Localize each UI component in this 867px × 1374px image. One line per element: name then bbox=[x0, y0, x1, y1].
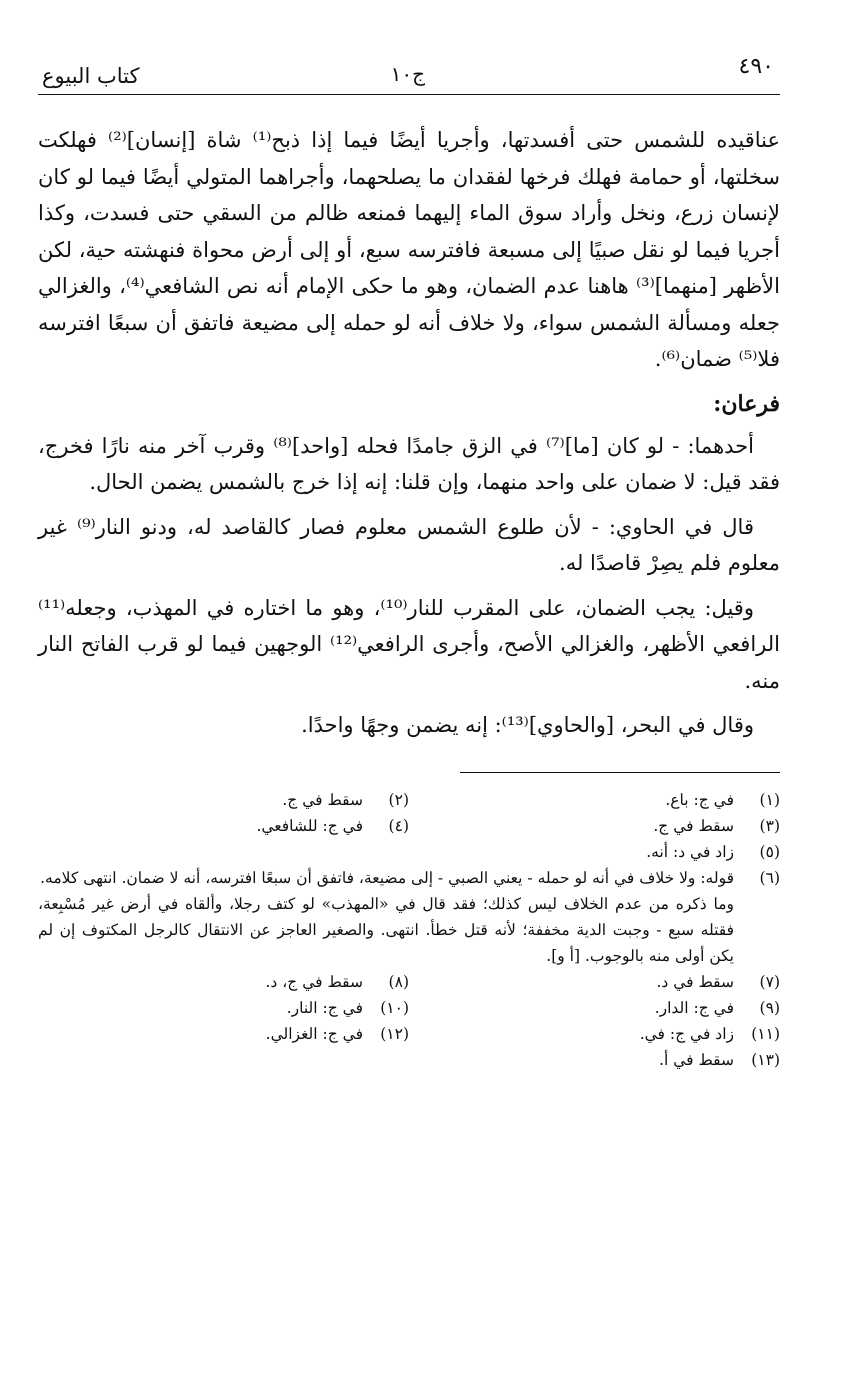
header-rule bbox=[38, 94, 780, 95]
footnote: (٨) سقط في ج، د. bbox=[265, 972, 409, 991]
footnote-continuation: وما ذكره من عدم الخلاف ليس كذلك؛ فقد قال في «المهذب» لو كتف رجلا، وألقاه في أرض غير مُسْبِعة، فقتله سبع - وجبت الدية مخففة؛ لأنه قتل خطأ. انتهى. والصغير العاجز عن الانتقال كالرجل المكتوف إن لم يكن أولى منه بالوجوب. [أ و]. bbox=[38, 894, 734, 965]
footnote: (١١) زاد في ج: في. bbox=[639, 1024, 780, 1043]
paragraph: وقيل: يجب الضمان، على المقرب للنار⁽¹⁰⁾، وهو ما اختاره في المهذب، وجعله⁽¹¹⁾ الرافعي الأظهر، والغزالي الأصح، وأجرى الرافعي⁽¹²⁾ الوجهين فيما لو قرب الفاتح النار منه. bbox=[38, 595, 780, 693]
footnote-rule bbox=[460, 772, 780, 773]
footnote: (٧) سقط في د. bbox=[656, 972, 780, 991]
main-text bbox=[38, 122, 780, 744]
volume-label: ج١٠ bbox=[390, 62, 425, 86]
section-heading: فرعان: bbox=[713, 390, 780, 417]
footnote: (٦) قوله: ولا خلاف في أنه لو حمله - يعني الصبي - إلى مضيعة، فاتفق أن سبعًا افترسه، أنه لا ضمان. انتهى كلامه. bbox=[40, 868, 780, 887]
footnote: (١٣) سقط في أ. bbox=[659, 1050, 780, 1069]
footnote: (٤) في ج: للشافعي. bbox=[256, 816, 409, 835]
footnote: (٩) في ج: الدار. bbox=[654, 998, 780, 1017]
footnote: (١٠) في ج: النار. bbox=[286, 998, 409, 1017]
paragraph: أحدهما: - لو كان [ما]⁽⁷⁾ في الزق جامدًا فحله [واحد]⁽⁸⁾ وقرب آخر منه نارًا فخرج، فقد قيل: لا ضمان على واحد منهما، وإن قلنا: إنه إذا خرج بالشمس يضمن الحال. bbox=[38, 433, 780, 494]
page-number: ٤٩٠ bbox=[738, 54, 774, 79]
book-page bbox=[38, 52, 780, 1073]
footnote: (١٢) في ج: الغزالي. bbox=[265, 1024, 409, 1043]
footnote: (٥) زاد في د: أنه. bbox=[646, 842, 780, 861]
page-header bbox=[38, 52, 780, 92]
paragraph: عناقيده للشمس حتى أفسدتها، وأجريا أيضًا فيما إذا ذبح⁽¹⁾ شاة [إنسان]⁽²⁾ فهلكت سخلتها، أو حمامة فهلك فرخها لفقدان ما يصلحهما، وأجراهما المتولي أيضًا فيما لو كان لإنسان زرع، ونخل وأراد سوق الماء إليهما فمنعه ظالم من السقي حتى فسدت، وكذا أجريا فيما لو نقل صبيًا إلى مسبعة فافترسه سبع، أو إلى أرض محواة فنهشته حية، لكن الأظهر [منهما]⁽³⁾ هاهنا عدم الضمان، وهو ما حكى الإمام أنه نص الشافعي⁽⁴⁾، والغزالي جعله ومسألة الشمس سواء، ولا خلاف أنه لو حمله إلى مضيعة فاتفق أن سبعًا افترسه فلا⁽⁵⁾ ضمان⁽⁶⁾. bbox=[38, 128, 780, 371]
footnote: (٢) سقط في ج. bbox=[282, 790, 409, 809]
paragraph: قال في الحاوي: - لأن طلوع الشمس معلوم فصار كالقاصد له، ودنو النار⁽⁹⁾ غير معلوم فلم يصِرْ قاصدًا له. bbox=[38, 514, 780, 575]
footnotes bbox=[38, 787, 780, 1073]
paragraph: وقال في البحر، [والحاوي]⁽¹³⁾: إنه يضمن وجهًا واحدًا. bbox=[301, 713, 754, 737]
footnote: (٣) سقط في ج. bbox=[653, 816, 780, 835]
footnote: (١) في ج: باع. bbox=[665, 790, 780, 809]
book-title: كتاب البيوع bbox=[42, 64, 140, 88]
